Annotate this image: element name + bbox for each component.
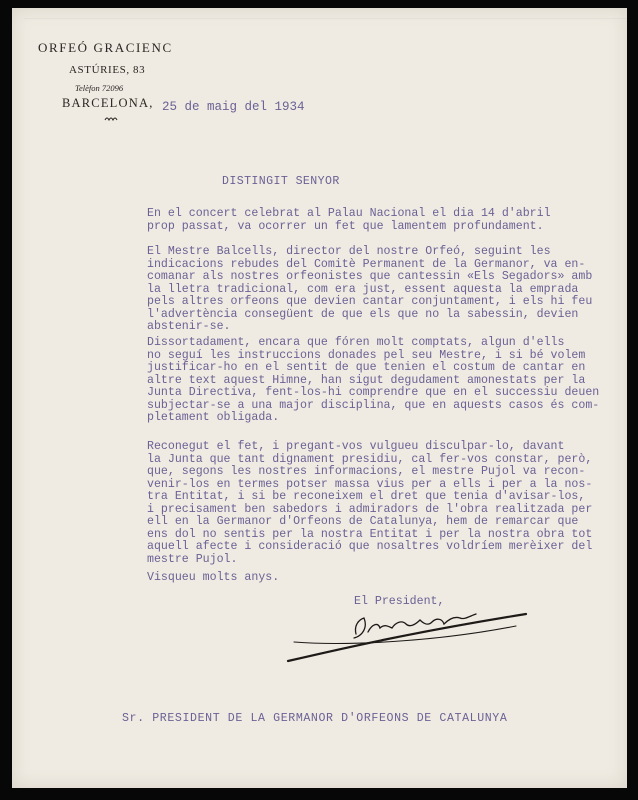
paragraph-3: Dissortadament, encara que fóren molt comptats, algun d'ells no seguí les instruccions donades pel seu Mestre, i si bé volem justificar-ho en el sentit de que tenien el costum de cantar en altre text aquest Himne, han sigut degudament amonestats per la Junta Directiva, fent-los-hi comprendre que en el successiu deuen subjectar-se a una major disciplina, que en aquests casos és com- pletament obligada.: [147, 336, 600, 424]
closing-line: Visqueu molts anys.: [147, 571, 280, 584]
letterhead-phone: Telèfon 72096: [75, 83, 124, 93]
letterhead-street: ASTÚRIES, 83: [69, 64, 146, 76]
letterhead-city: BARCELONA,: [62, 96, 154, 110]
letterhead-organization: ORFEÓ GRACIENC: [38, 40, 173, 55]
paragraph-2: El Mestre Balcells, director del nostre Orfeó, seguint les indicacions rebudes del Comitè Permanent de la Germanor, va en- comanar als nostres orfeonistes que cantessin «Els Segadors» amb la lletra tradicional, com era just, essent aquesta la emprada pels altres orfeons que devien cantar conjuntament, i els hi feu l'advertència consegüent de que els que no la sabessin, devien abstenir-se.: [147, 245, 593, 333]
paragraph-4: Reconegut el fet, i pregant-vos vulgueu disculpar-lo, davant la Junta que tant dignament presidiu, cal fer-vos constar, però, que, segons les nostres informacions, el mestre Pujol va recon- venir-los en termes potser massa vius per a ells i per a la nos- tra Entitat, i si be reconeixem el dret que tenia d'avisar-los, i precisament ben sabedors i admiradors de l'obra realitzada per ell en la Germanor d'Orfeons de Catalunya, hem de remarcar que ens dol no sentis per la nostra Entitat i per la nostra obra tot aquell afecte i consideració que nosaltres voldríem merèixer del mestre Pujol.: [147, 440, 593, 566]
paper-edge: [24, 18, 627, 19]
salutation: DISTINGIT SENYOR: [222, 175, 340, 188]
paragraph-1: En el concert celebrat al Palau Nacional el dia 14 d'abril prop passat, va ocorrer un fet que lamentem profundament.: [147, 207, 551, 233]
signatory-title: El President,: [354, 595, 445, 608]
letterhead-ornament: [104, 114, 118, 124]
handwritten-signature: [284, 606, 534, 668]
ornament-icon: [104, 116, 118, 122]
letter-date: 25 de maig del 1934: [162, 100, 305, 114]
recipient-address: Sr. PRESIDENT DE LA GERMANOR D'ORFEONS DE CATALUNYA: [122, 712, 508, 725]
